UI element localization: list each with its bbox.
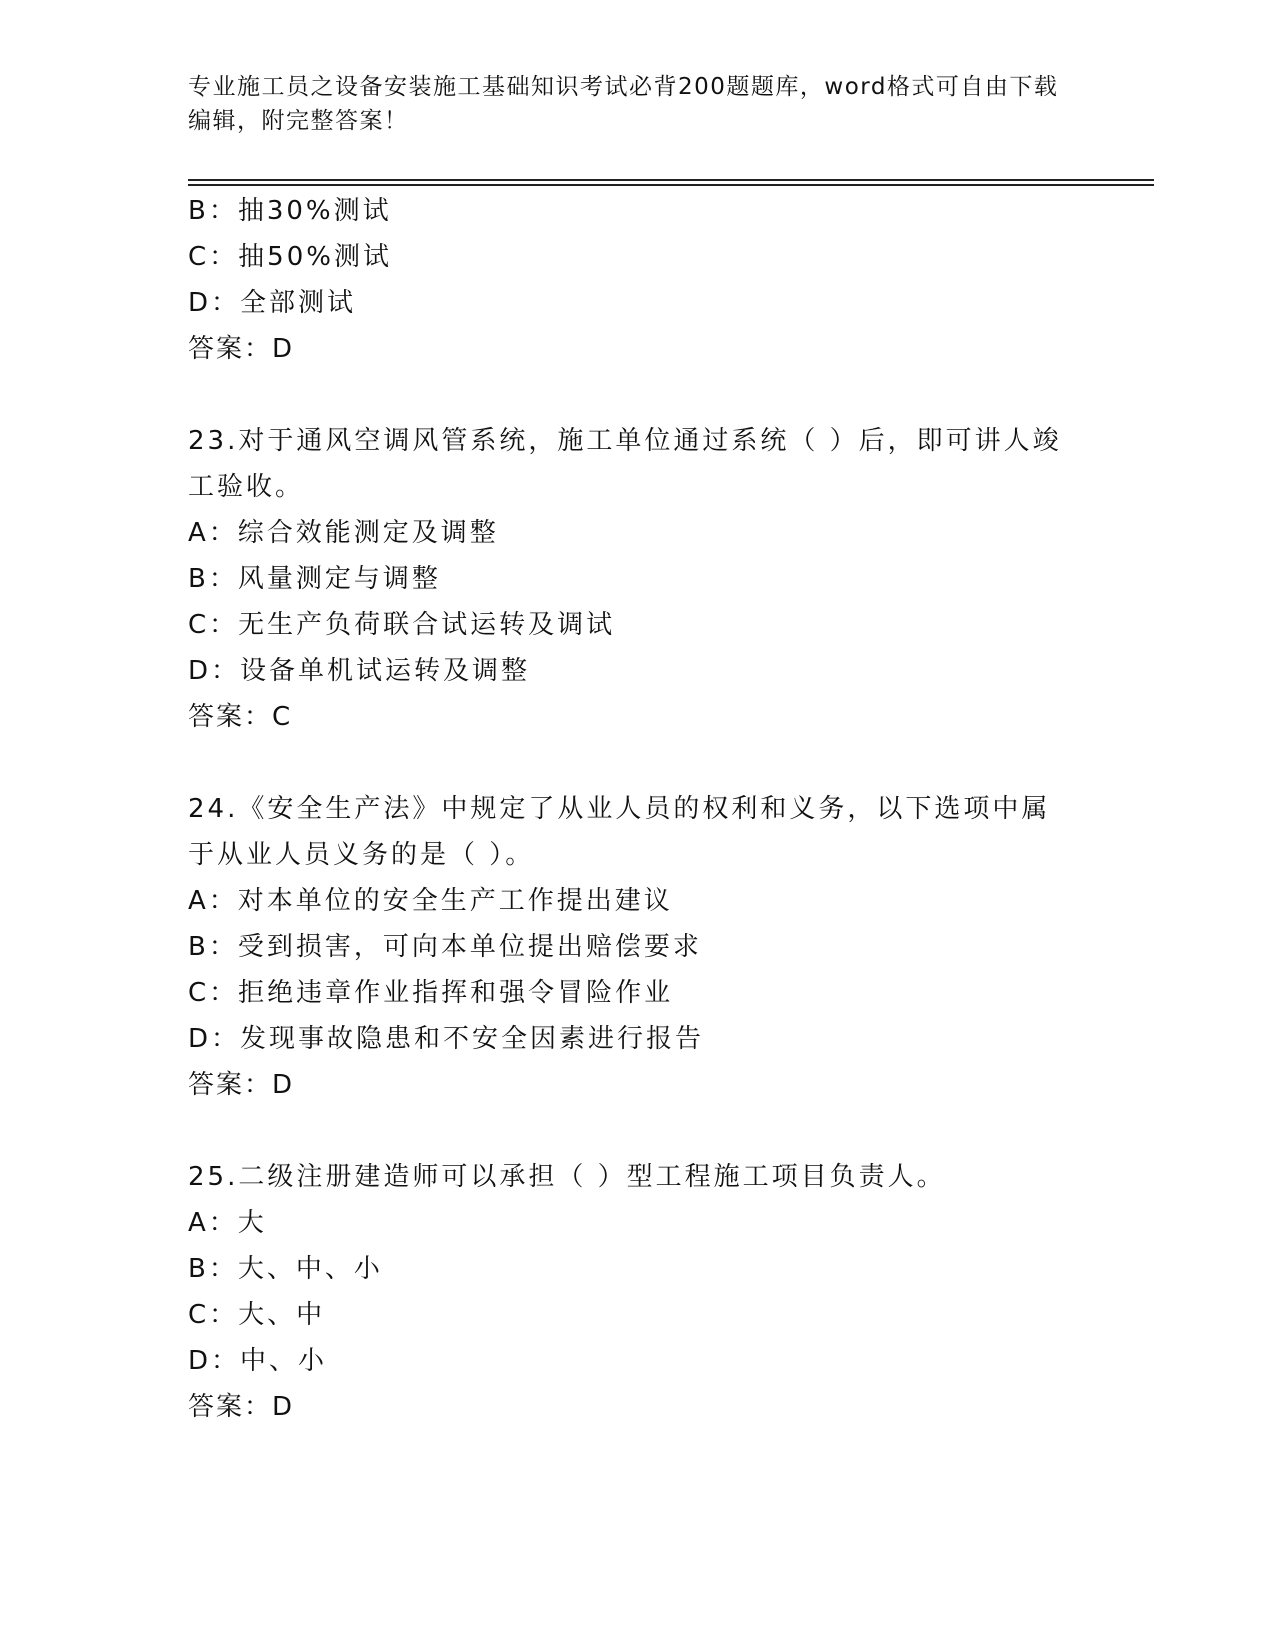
question-24 [188, 786, 1088, 1108]
question-22-partial [188, 188, 1088, 372]
option-a: A：大 [188, 1208, 267, 1238]
header-divider-top [188, 179, 1154, 181]
option-d: D：发现事故隐患和不安全因素进行报告 [188, 1024, 705, 1054]
question-stem: 23.对于通风空调风管系统，施工单位通过系统（ ）后，即可讲人竣工验收。 [188, 426, 1062, 502]
option-d: D：全部测试 [188, 288, 357, 318]
question-stem: 24.《安全生产法》中规定了从业人员的权利和义务，以下选项中属于从业人员义务的是（ ）。 [188, 794, 1051, 870]
answer: 答案：D [188, 334, 295, 364]
spacer [188, 372, 1088, 418]
option-c: C：拒绝违章作业指挥和强令冒险作业 [188, 978, 674, 1008]
option-d: D：中、小 [188, 1346, 328, 1376]
document-header: 专业施工员之设备安装施工基础知识考试必背200题题库，word格式可自由下载编辑，附完整答案！ [188, 74, 1059, 134]
answer: 答案：D [188, 1392, 295, 1422]
option-c: C：大、中 [188, 1300, 326, 1330]
option-c: C：抽50%测试 [188, 242, 392, 272]
spacer [188, 740, 1088, 786]
header-divider-bottom [188, 184, 1154, 186]
option-d: D：设备单机试运转及调整 [188, 656, 531, 686]
document-body [188, 188, 1088, 1430]
answer: 答案：C [188, 702, 293, 732]
question-23 [188, 418, 1088, 740]
option-b: B：抽30%测试 [188, 196, 392, 226]
option-b: B：风量测定与调整 [188, 564, 441, 594]
option-a: A：对本单位的安全生产工作提出建议 [188, 886, 673, 916]
option-b: B：大、中、小 [188, 1254, 383, 1284]
question-25 [188, 1154, 1088, 1430]
spacer [188, 1108, 1088, 1154]
option-a: A：综合效能测定及调整 [188, 518, 499, 548]
option-b: B：受到损害，可向本单位提出赔偿要求 [188, 932, 702, 962]
answer: 答案：D [188, 1070, 295, 1100]
question-stem: 25.二级注册建造师可以承担（ ）型工程施工项目负责人。 [188, 1162, 946, 1192]
option-c: C：无生产负荷联合试运转及调试 [188, 610, 616, 640]
